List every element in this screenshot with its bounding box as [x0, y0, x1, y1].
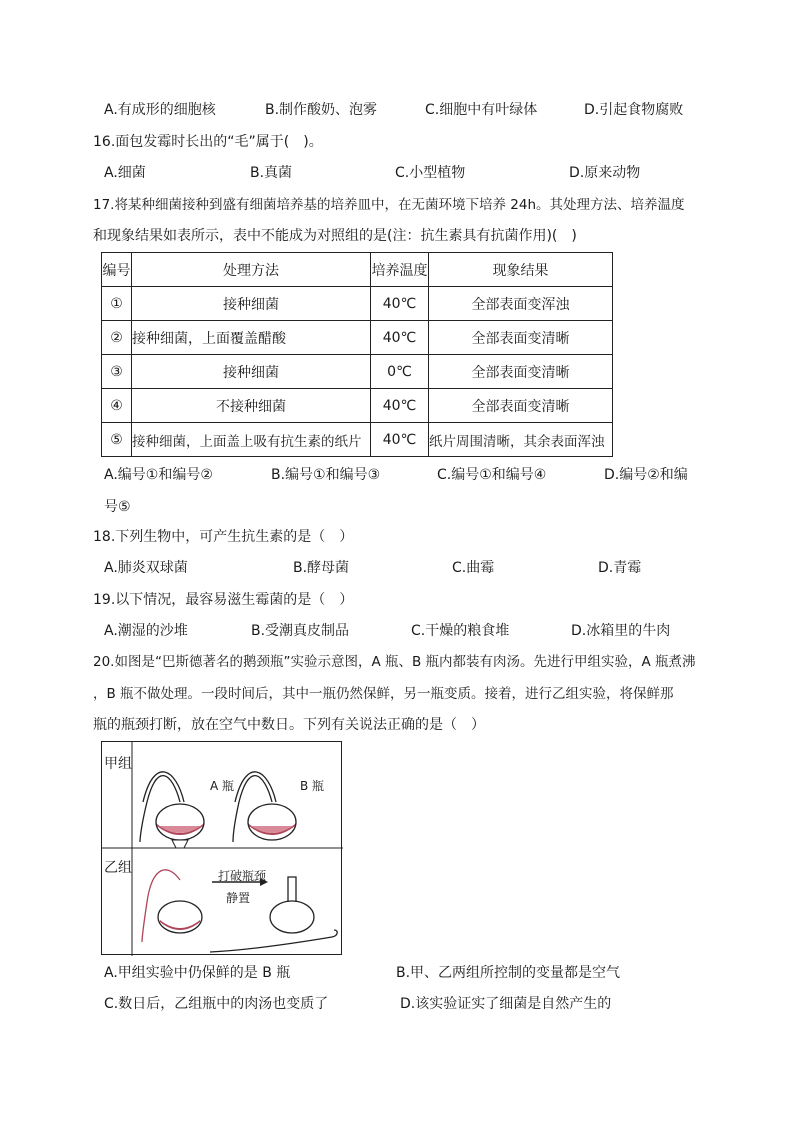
q20-stem-line3: 瓶的瓶颈打断，放在空气中数日。下列有关说法正确的是（ ） [93, 717, 485, 733]
row-number: ③ [102, 355, 132, 389]
q19-option-d: D.冰箱里的牛肉 [571, 623, 671, 639]
flask-a-drawing [140, 772, 204, 848]
q19-option-a: A.潮湿的沙堆 [104, 623, 188, 639]
q19-option-c: C.干燥的粮食堆 [411, 623, 510, 639]
q17-table [101, 252, 613, 457]
row-number: ④ [102, 389, 132, 423]
header-method: 处理方法 [132, 253, 371, 287]
q16-option-b: B.真菌 [250, 165, 293, 181]
q16-option-a: A.细菌 [104, 165, 146, 181]
row-method: 不接种细菌 [132, 389, 371, 423]
flask-a-label: A 瓶 [210, 779, 235, 793]
q16-option-c: C.小型植物 [395, 165, 466, 181]
q19-option-b: B.受潮真皮制品 [251, 623, 350, 639]
row-method: 接种细菌，上面盖上吸有抗生素的纸片 [132, 423, 371, 457]
row-temperature: 40℃ [371, 389, 429, 423]
q20-option-d: D.该实验证实了细菌是自然产生的 [400, 996, 612, 1012]
q17-stem-line2: 和现象结果如表所示，表中不能成为对照组的是(注：抗生素具有抗菌作用)( ) [93, 228, 577, 244]
table-row [102, 355, 613, 389]
q20-option-c: C.数日后，乙组瓶中的肉汤也变质了 [104, 996, 329, 1012]
table-row [102, 423, 613, 457]
q20-option-a: A.甲组实验中仍保鲜的是 B 瓶 [104, 965, 291, 981]
row-method: 接种细菌 [132, 287, 371, 321]
row-result: 全部表面变清晰 [429, 321, 613, 355]
q19-stem: 19.以下情况，最容易滋生霉菌的是（ ） [93, 592, 354, 608]
group2-label: 乙组 [104, 860, 132, 876]
q16-option-d: D.原来动物 [569, 165, 641, 181]
group1-label: 甲组 [104, 756, 132, 772]
row-temperature: 40℃ [371, 423, 429, 457]
header-number: 编号 [102, 253, 132, 287]
q15-option-a: A.有成形的细胞核 [104, 102, 216, 118]
q17-option-c: C.编号①和编号④ [437, 467, 547, 483]
q18-option-c: C.曲霉 [452, 560, 495, 576]
q15-option-c: C.细胞中有叶绿体 [425, 102, 538, 118]
flask-b-drawing [233, 772, 296, 842]
header-result: 现象结果 [429, 253, 613, 287]
table-row [102, 287, 613, 321]
gooseneck-flask-figure [101, 741, 342, 955]
row-result: 纸片周围清晰，其余表面浑浊 [429, 423, 613, 457]
row-method: 接种细菌，上面覆盖醋酸 [132, 321, 371, 355]
arrow-bottom-label: 静置 [226, 891, 251, 905]
q17-stem-line1: 17.将某种细菌接种到盛有细菌培养基的培养皿中，在无菌环境下培养 24h。其处理方法、培养温度 [93, 197, 685, 213]
row-method: 接种细菌 [132, 355, 371, 389]
table-row [102, 321, 613, 355]
q16-stem: 16.面包发霉时长出的“毛”属于( )。 [93, 134, 323, 150]
figure-drawing [102, 742, 343, 956]
q17-option-a: A.编号①和编号② [104, 467, 213, 483]
row-number: ① [102, 287, 132, 321]
arrow-top-label: 打破瓶颈 [218, 869, 267, 883]
q20-stem-line1: 20.如图是“巴斯德著名的鹅颈瓶”实验示意图，A 瓶、B 瓶内都装有肉汤。先进行甲组实验，A 瓶煮沸 [93, 654, 696, 670]
row-result: 全部表面变清晰 [429, 389, 613, 423]
row-result: 全部表面变清晰 [429, 355, 613, 389]
q17-option-d: D.编号②和编 [604, 467, 688, 483]
table-row [102, 389, 613, 423]
q15-option-d: D.引起食物腐败 [584, 102, 684, 118]
q17-option-b: B.编号①和编号③ [271, 467, 381, 483]
q17-option-d-cont: 号⑤ [104, 499, 131, 515]
q20-option-b: B.甲、乙两组所控制的变量都是空气 [396, 965, 621, 981]
q18-option-a: A.肺炎双球菌 [104, 560, 188, 576]
row-result: 全部表面变浑浊 [429, 287, 613, 321]
q20-stem-line2: ，B 瓶不做处理。一段时间后，其中一瓶仍然保鲜，另一瓶变质。接着，进行乙组实验，将保鲜那 [93, 686, 674, 702]
q15-option-b: B.制作酸奶、泡雾 [265, 102, 378, 118]
row-number: ⑤ [102, 423, 132, 457]
row-temperature: 0℃ [371, 355, 429, 389]
q18-option-b: B.酵母菌 [293, 560, 350, 576]
q18-option-d: D.青霉 [598, 560, 642, 576]
row-temperature: 40℃ [371, 321, 429, 355]
row-temperature: 40℃ [371, 287, 429, 321]
header-temperature: 培养温度 [371, 253, 429, 287]
flask-b-label: B 瓶 [300, 779, 325, 793]
table-header-row [102, 253, 613, 287]
row-number: ② [102, 321, 132, 355]
q18-stem: 18.下列生物中，可产生抗生素的是（ ） [93, 529, 354, 545]
